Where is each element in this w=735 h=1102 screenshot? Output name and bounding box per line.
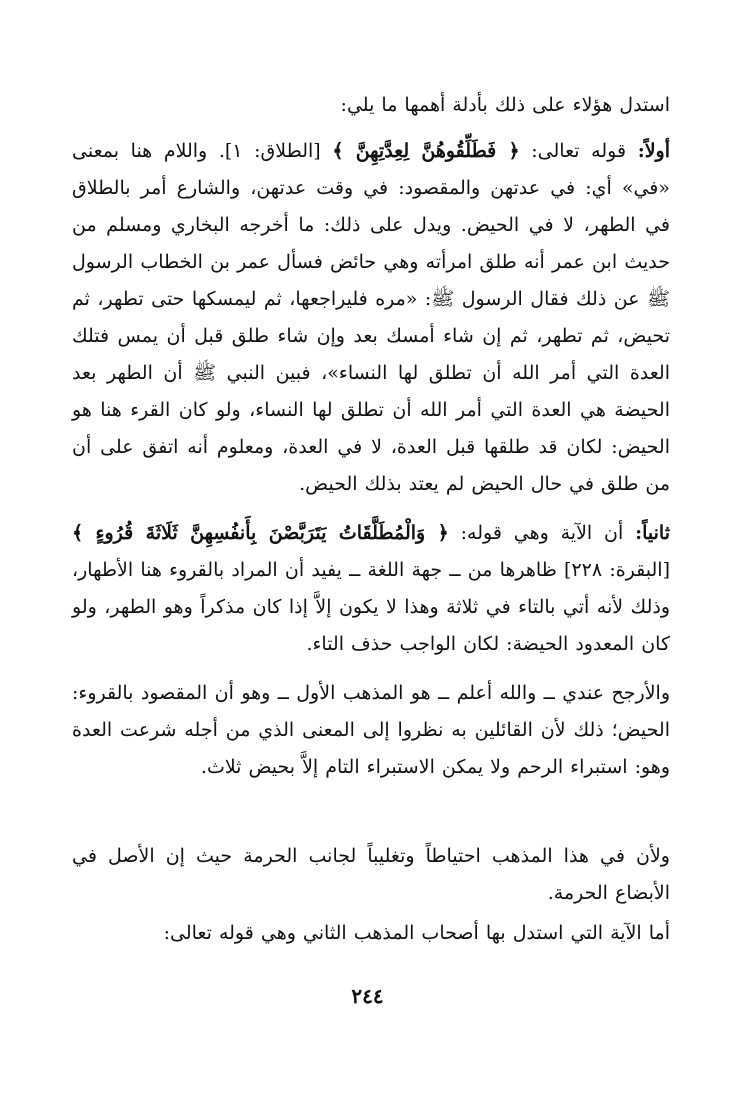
preferred-opinion-paragraph	[72, 675, 670, 786]
first-evidence-text	[72, 133, 670, 503]
intro-paragraph	[72, 87, 670, 124]
second-evidence-body: [البقرة: ٢٢٨] ظاهرها من ــ جهة اللغة ــ يفيد أن المراد بالقروء هنا الأطهار، وذلك لأنه أتي بالتاء في ثلاثة وهذا لا يكون إلاَّ إذا كان مذكراً وهو الطهر، ولو كان المعدود الحيضة: لكان الواجب حذف التاء.	[72, 559, 670, 655]
second-evidence-lead: ثانياً:	[635, 522, 671, 544]
caution-paragraph	[72, 838, 670, 912]
second-evidence-paragraph	[72, 515, 670, 663]
page-number: ٢٤٤	[351, 984, 384, 1008]
first-evidence-ayah: ﴿ فَطَلِّقُوهُنَّ لِعِدَّتِهِنَّ ﴾	[332, 140, 520, 162]
closing-text: أما الآية التي استدل بها أصحاب المذهب الثاني وهي قوله تعالى:	[163, 922, 670, 944]
second-evidence-ayah: ﴿ وَالْمُطَلَّقَاتُ يَتَرَبَّصْنَ بِأَنفُسِهِنَّ ثَلَاثَةَ قُرُوءٍ ﴾	[72, 522, 449, 544]
preferred-opinion-text: والأرجح عندي ــ والله أعلم ــ هو المذهب الأول ــ وهو أن المقصود بالقروء: الحيض؛ ذلك لأن القائلين به نظروا إلى المعنى الذي من أجله شرعت العدة وهو: استبراء الرحم ولا يمكن الاستبراء التام إلاَّ بحيض ثلاث.	[72, 682, 670, 778]
second-evidence-text	[72, 515, 670, 663]
second-evidence-pre: أن الآية وهي قوله:	[460, 522, 624, 544]
first-evidence-paragraph	[72, 133, 670, 503]
first-evidence-body: [الطلاق: ١]. واللام هنا بمعنى «في» أي: في عدتهن والمقصود: في وقت عدتهن، والشارع أمر بالطلاق في الطهر، لا في الحيض. ويدل على ذلك: ما أخرجه البخاري ومسلم من حديث ابن عمر أنه طلق امرأته وهي حائض فسأل عمر بن الخطاب الرسول ﷺ عن ذلك فقال الرسول ﷺ: «مره فليراجعها، ثم ليمسكها حتى تطهر، ثم تحيض، ثم تطهر، ثم إن شاء أمسك بعد وإن شاء طلق قبل أن يمس فتلك العدة التي أمر الله أن تطلق لها النساء»، فبين النبي ﷺ أن الطهر بعد الحيضة هي العدة التي أمر الله أن تطلق لها النساء، ولو كان القرء هنا هو الحيض: لكان قد طلقها قبل العدة، لا في العدة، ومعلوم أنه اتفق على أن من طلق في حال الحيض لم يعتد بذلك الحيض.	[72, 140, 670, 495]
closing-paragraph	[72, 915, 670, 952]
intro-text: استدل هؤلاء على ذلك بأدلة أهمها ما يلي:	[340, 94, 670, 116]
caution-text: ولأن في هذا المذهب احتياطاً وتغليباً لجانب الحرمة حيث إن الأصل في الأبضاع الحرمة.	[72, 845, 670, 904]
first-evidence-lead: أولاً:	[637, 140, 671, 162]
first-evidence-pre: قوله تعالى:	[531, 140, 627, 162]
